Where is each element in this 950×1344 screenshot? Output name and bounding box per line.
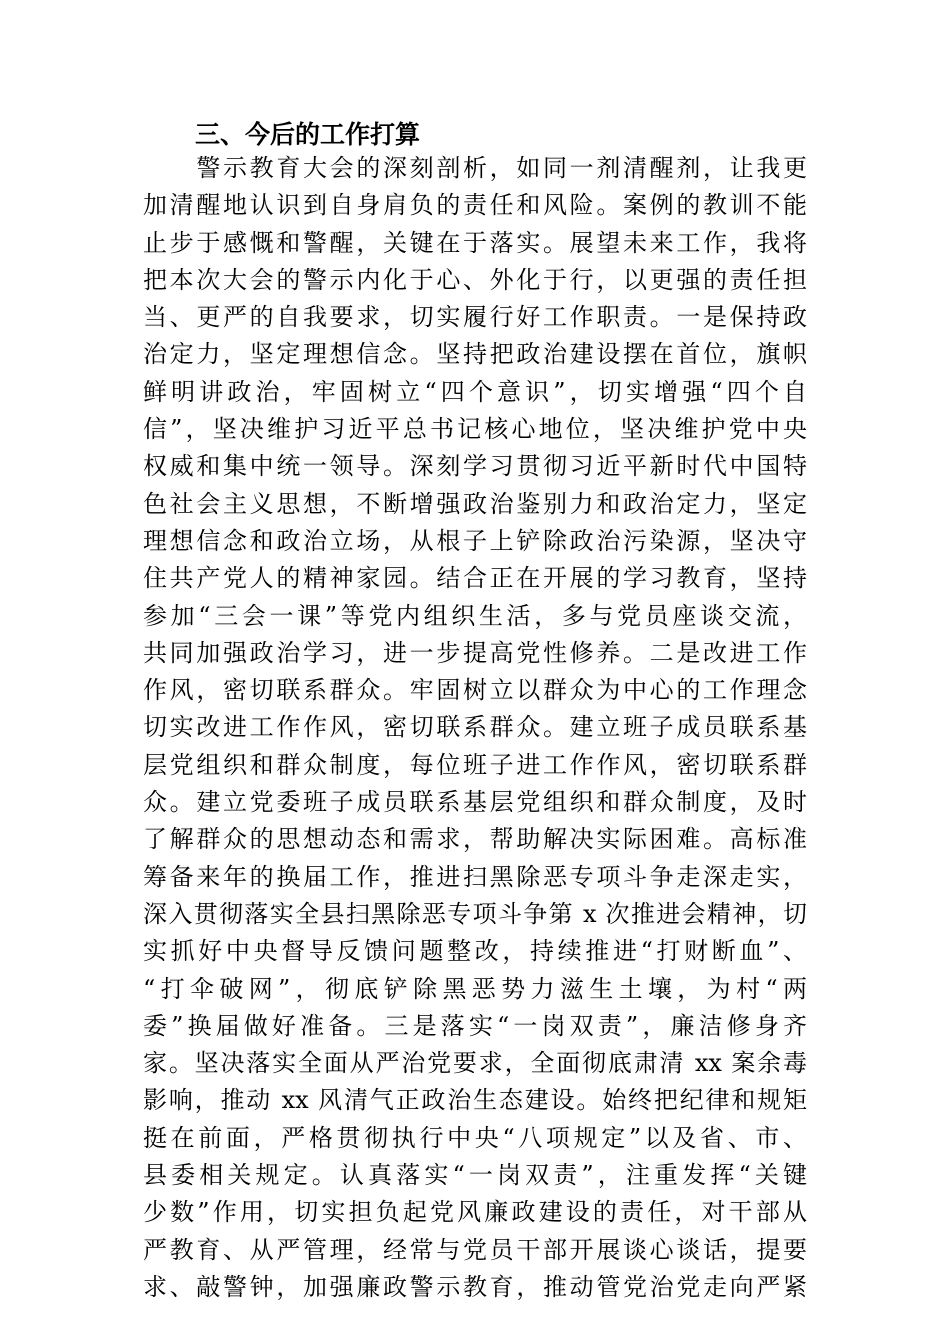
text-line: 委”换届做好准备。三是落实“一岗双责”，廉洁修身齐 <box>143 1011 807 1040</box>
text-line: 权威和集中统一领导。深刻学习贯彻习近平新时代中国特 <box>143 452 807 481</box>
text-line: 县委相关规定。认真落实“一岗双责”，注重发挥“关键 <box>143 1161 807 1190</box>
text-line: 众。建立党委班子成员联系基层党组织和群众制度，及时 <box>143 788 807 817</box>
text-line: 色社会主义思想，不断增强政治鉴别力和政治定力，坚定 <box>143 489 807 518</box>
text-line: 共同加强政治学习，进一步提高党性修养。二是改进工作 <box>143 638 807 667</box>
text-line: 严教育、从严管理，经常与党员干部开展谈心谈话，提要 <box>143 1235 807 1264</box>
text-line: 鲜明讲政治，牢固树立“四个意识”，切实增强“四个自 <box>143 377 807 406</box>
text-line: 家。坚决落实全面从严治党要求，全面彻底肃清 xx 案余毒 <box>143 1049 807 1078</box>
text-line: 加清醒地认识到自身肩负的责任和风险。案例的教训不能 <box>143 191 807 220</box>
body-paragraph <box>143 150 807 1306</box>
text-line: 住共产党人的精神家园。结合正在开展的学习教育，坚持 <box>143 564 807 593</box>
text-line: 挺在前面，严格贯彻执行中央“八项规定”以及省、市、 <box>143 1123 807 1152</box>
section-heading: 三、今后的工作打算 <box>195 120 421 149</box>
text-line: 治定力，坚定理想信念。坚持把政治建设摆在首位，旗帜 <box>143 340 807 369</box>
text-line: 实抓好中央督导反馈问题整改，持续推进“打财断血”、 <box>143 937 807 966</box>
text-line: 当、更严的自我要求，切实履行好工作职责。一是保持政 <box>143 303 807 332</box>
text-line: 警示教育大会的深刻剖析，如同一剂清醒剂，让我更 <box>143 154 807 182</box>
text-line: 筹备来年的换届工作，推进扫黑除恶专项斗争走深走实， <box>143 862 807 891</box>
text-line: 层党组织和群众制度，每位班子进工作作风，密切联系群 <box>143 750 807 779</box>
text-line: 切实改进工作作风，密切联系群众。建立班子成员联系基 <box>143 713 807 742</box>
text-line: 了解群众的思想动态和需求，帮助解决实际困难。高标准 <box>143 825 807 854</box>
text-line: 影响，推动 xx 风清气正政治生态建设。始终把纪律和规矩 <box>143 1086 807 1115</box>
text-line: 理想信念和政治立场，从根子上铲除政治污染源，坚决守 <box>143 526 807 555</box>
text-line: 把本次大会的警示内化于心、外化于行，以更强的责任担 <box>143 265 807 294</box>
text-line: 信”，坚决维护习近平总书记核心地位，坚决维护党中央 <box>143 415 807 444</box>
text-line: 作风，密切联系群众。牢固树立以群众为中心的工作理念 <box>143 676 807 705</box>
text-line: 求、敲警钟，加强廉政警示教育，推动管党治党走向严紧 <box>143 1272 807 1301</box>
text-line: 止步于感慨和警醒，关键在于落实。展望未来工作，我将 <box>143 228 807 257</box>
text-line: 深入贯彻落实全县扫黑除恶专项斗争第 x 次推进会精神，切 <box>143 899 807 928</box>
text-line: “打伞破网”，彻底铲除黑恶势力滋生土壤，为村“两 <box>143 974 807 1003</box>
text-line: 参加“三会一课”等党内组织生活，多与党员座谈交流， <box>143 601 807 630</box>
text-line: 少数”作用，切实担负起党风廉政建设的责任，对干部从 <box>143 1198 807 1227</box>
